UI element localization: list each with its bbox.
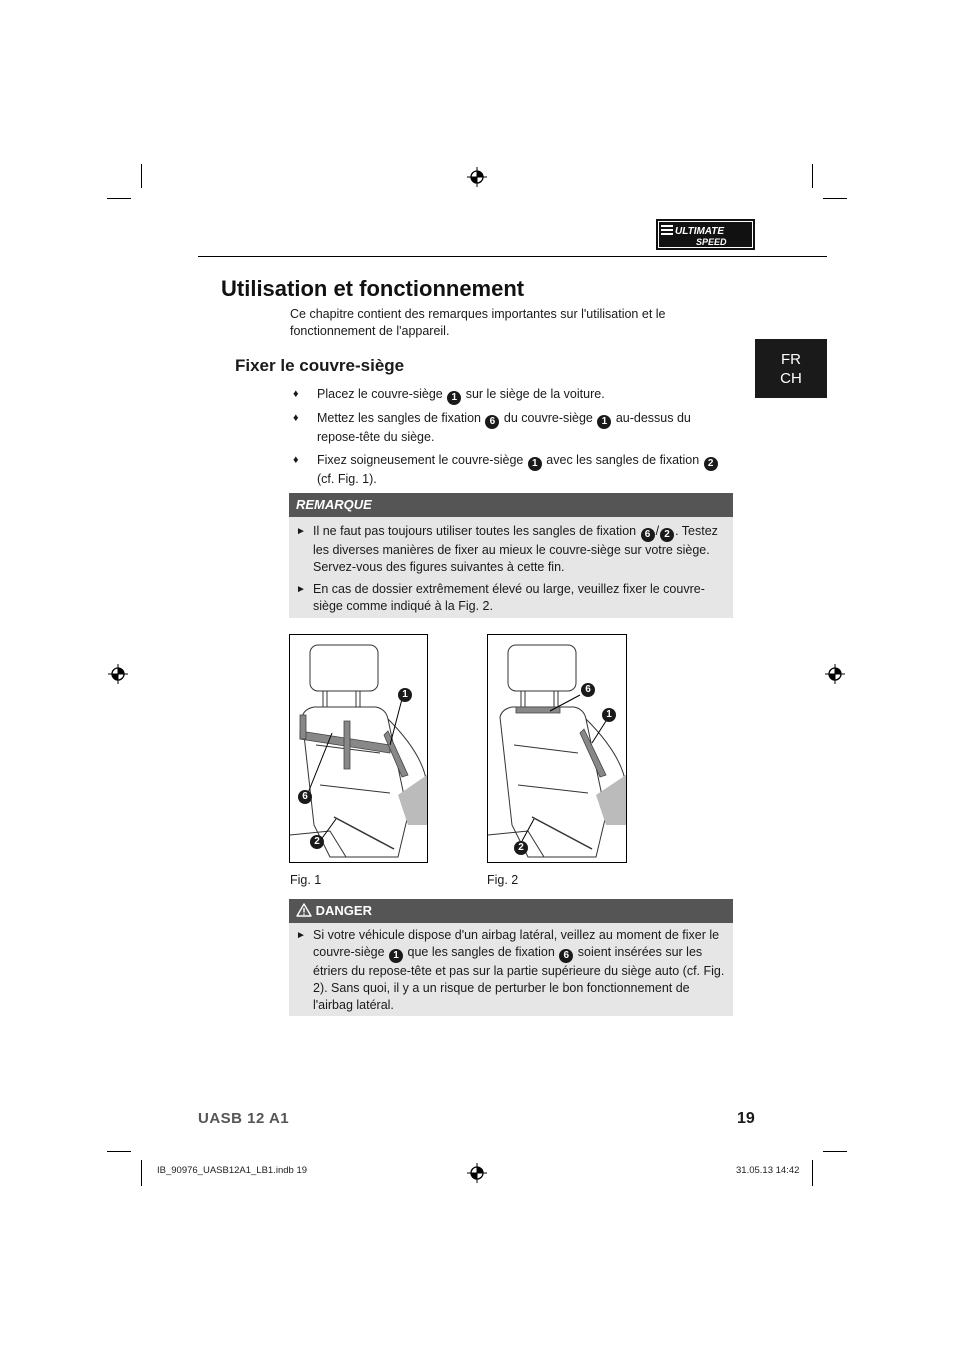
callout-number: 2 <box>310 835 324 849</box>
callout-number: 1 <box>447 391 461 405</box>
callout-number: 1 <box>398 688 412 702</box>
callout-number: 1 <box>602 708 616 722</box>
callout-number: 6 <box>641 528 655 542</box>
arrow-bullet-icon: ► <box>296 526 306 537</box>
callout-number: 1 <box>528 457 542 471</box>
arrow-bullet-icon: ► <box>296 584 306 595</box>
danger-header <box>289 899 733 923</box>
callout-number: 6 <box>485 415 499 429</box>
print-slug-date: 31.05.13 14:42 <box>736 1165 800 1176</box>
figure-1-caption: Fig. 1 <box>290 873 322 887</box>
note-title: REMARQUE <box>289 493 733 517</box>
model-number: UASB 12 A1 <box>198 1110 290 1127</box>
figure-1-callouts <box>289 634 426 861</box>
language-code-fr: FR <box>781 350 801 368</box>
registration-mark-icon <box>467 167 487 187</box>
crop-mark <box>141 164 142 188</box>
intro-paragraph: Ce chapitre contient des remarques importantes sur l'utilisation et le fonctionnement de l'appareil. <box>290 307 666 338</box>
note-box <box>289 493 733 618</box>
callout-number: 6 <box>581 683 595 697</box>
registration-mark-icon <box>108 664 128 684</box>
crop-mark <box>823 198 847 199</box>
section-title: Fixer le couvre-siège <box>235 356 405 375</box>
crop-mark <box>107 198 131 199</box>
page-title: Utilisation et fonctionnement <box>221 276 525 301</box>
callout-number: 1 <box>597 415 611 429</box>
print-slug-file: IB_90976_UASB12A1_LB1.indb 19 <box>157 1165 308 1176</box>
ultimate-speed-logo <box>656 219 755 250</box>
crop-mark <box>823 1151 847 1152</box>
callout-number: 6 <box>298 790 312 804</box>
note-item: ► En cas de dossier extrêmement élevé ou large, veuillez fixer le couvre-siège comme indiqué à la Fig. 2. <box>296 582 705 613</box>
diamond-bullet-icon: ♦ <box>293 388 299 400</box>
registration-mark-icon <box>825 664 845 684</box>
arrow-bullet-icon: ► <box>296 930 306 941</box>
crop-mark <box>812 164 813 188</box>
figure-2-callouts <box>487 634 625 861</box>
svg-text:ULTIMATE: ULTIMATE <box>675 226 725 237</box>
callout-number: 2 <box>514 841 528 855</box>
callout-number: 2 <box>660 528 674 542</box>
crop-mark <box>141 1160 142 1186</box>
diamond-bullet-icon: ♦ <box>293 454 299 466</box>
callout-number: 2 <box>704 457 718 471</box>
header-rule <box>198 256 827 257</box>
danger-item: ► Si votre véhicule dispose d'un airbag latéral, veillez au moment de fixer le couvre-siège 1 que les sangles de fixation 6 soient insérées sur les étriers du repose-tête et pas sur la partie supérieure du siège auto (cf. Fig. 2). Sans quoi, il y a un risque de perturber le bon fonctionnement de l'airbag latéral. <box>296 928 725 1012</box>
page-number: 19 <box>737 1110 755 1127</box>
callout-number: 1 <box>389 949 403 963</box>
note-item: ► Il ne faut pas toujours utiliser toutes les sangles de fixation 6 / 2 . Testez les diverses manières de fixer au mieux le couvre-siège sur votre siège. Servez-vous des figures suivantes à cette fin. <box>296 524 718 574</box>
language-tab <box>755 339 827 398</box>
figure-2-caption: Fig. 2 <box>487 873 519 887</box>
danger-box <box>289 899 733 1016</box>
warning-triangle-icon <box>296 903 312 917</box>
language-code-ch: CH <box>780 369 802 387</box>
crop-mark <box>107 1151 131 1152</box>
crop-mark <box>812 1160 813 1186</box>
danger-title: DANGER <box>315 903 372 918</box>
callout-number: 6 <box>559 949 573 963</box>
svg-text:SPEED: SPEED <box>696 237 727 247</box>
registration-mark-icon <box>467 1163 487 1183</box>
diamond-bullet-icon: ♦ <box>293 412 299 424</box>
